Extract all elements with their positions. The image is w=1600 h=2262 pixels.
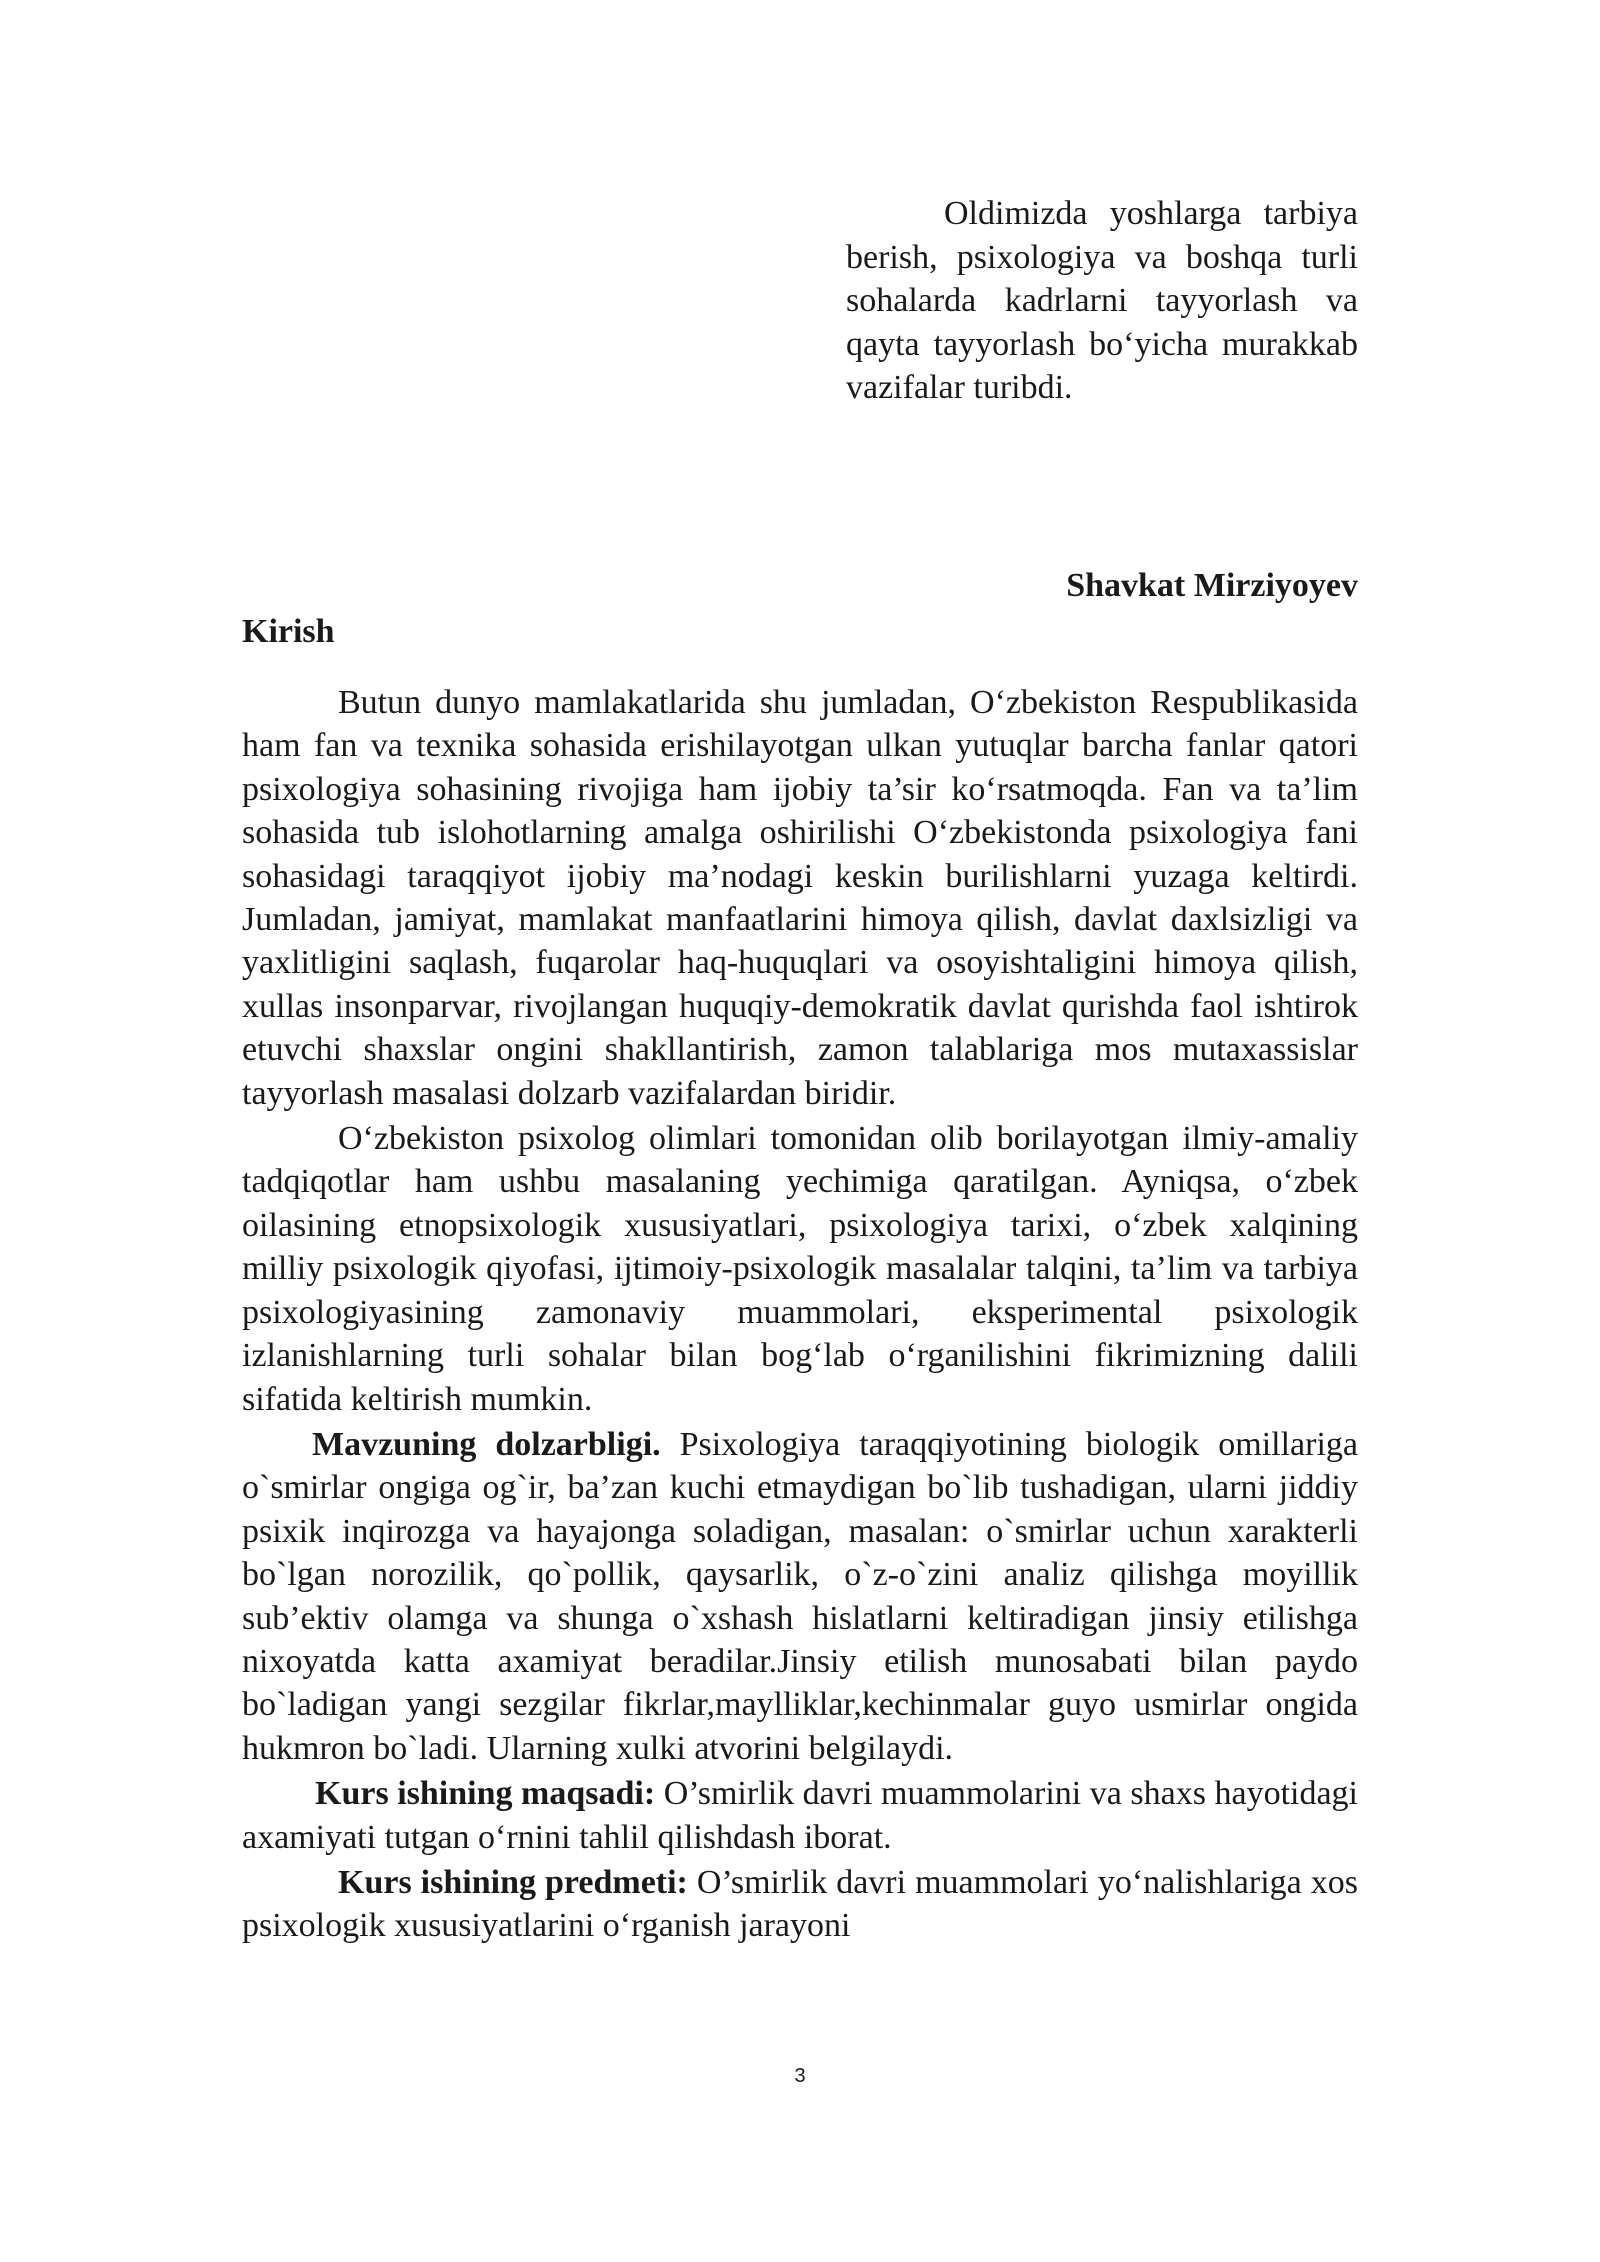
paragraph-subject-lead: Kurs ishining predmeti:: [338, 1863, 688, 1901]
body-text: [242, 681, 1358, 1948]
paragraph-subject-text: O’smirlik davri muammolari yoʻnalishlariga xos psixologik xususiyatlarini oʻrganish jarayoni: [242, 1863, 1358, 1945]
page-number: 3: [794, 2065, 806, 2087]
paragraph-relevance-text: Psixologiya taraqqiyotining biologik omillariga o`smirlar ongiga og`ir, ba’zan kuchi etmaydigan bo`lib tushadigan, ularni jiddiy psixik inqirozga va hayajonga soladigan, masalan: o`smirlar uchun xarakterli bo`lgan norozilik, qo`pollik, qaysarlik, o`z-o`zini analiz qilishga moyillik sub’ektiv olamga va shunga o`xshash hislatlarni keltiradigan jinsiy etilishga nixoyatda katta axamiyat beradilar.Jinsiy etilish munosabati bilan paydo bo`ladigan yangi sezgilar fikrlar,maylliklar,kechinmalar guyo usmirlar ongida hukmron bo`ladi. Ularning xulki atvorini belgilaydi.: [242, 1425, 1358, 1767]
paragraph-goal: [242, 1772, 1358, 1859]
epigraph-author: Shavkat Mirziyoyev: [1066, 567, 1358, 604]
paragraph-subject: [242, 1861, 1358, 1948]
paragraph-relevance-lead: Mavzuning dolzarbligi.: [312, 1425, 661, 1463]
paragraph-relevance: [242, 1423, 1358, 1770]
paragraph-goal-text: O’smirlik davri muammolarini va shaxs hayotidagi axamiyati tutgan oʻrnini tahlil qilishdash iborat.: [242, 1775, 1358, 1856]
paragraph-introduction: Butun dunyo mamlakatlarida shu jumladan, Oʻzbekiston Respublikasida ham fan va texnika sohasida erishilayotgan ulkan yutuqlar barcha fanlar qatori psixologiya sohasining rivojiga ham ijobiy ta’sir koʻrsatmoqda. Fan va ta’lim sohasida tub islohotlarning amalga oshirilishi Oʻzbekistonda psixologiya fani sohasidagi taraqqiyot ijobiy ma’nodagi keskin burilishlarni yuzaga keltirdi. Jumladan, jamiyat, mamlakat manfaatlarini himoya qilish, davlat daxlsizligi va yaxlitligini saqlash, fuqarolar haq-huquqlari va osoyishtaligini himoya qilish, xullas insonparvar, rivojlangan huquqiy-demokratik davlat qurishda faol ishtirok etuvchi shaxslar ongini shakllantirish, zamon talablariga mos mutaxassislar tayyorlash masalasi dolzarb vazifalardan biridir.: [242, 684, 1358, 1112]
paragraph-research: Oʻzbekiston psixolog olimlari tomonidan olib borilayotgan ilmiy-amaliy tadqiqotlar ham ushbu masalaning yechimiga qaratilgan. Ayniqsa, oʻzbek oilasining etnopsixologik xususiyatlari, psixologiya tarixi, oʻzbek xalqining milliy psixologik qiyofasi, ijtimoiy-psixologik masalalar talqini, ta’lim va tarbiya psixologiyasining zamonaviy muammolari, eksperimental psixologik izlanishlarning turli sohalar bilan bogʻlab oʻrganilishini fikrimizning dalili sifatida keltirish mumkin.: [242, 1120, 1358, 1418]
epigraph-quote: Oldimizda yoshlarga tarbiya berish, psixologiya va boshqa turli sohalarda kadrlarni tayyorlash va qayta tayyorlash boʻyicha murakkab vazifalar turibdi.: [846, 195, 1358, 406]
paragraph-goal-lead: Kurs ishining maqsadi:: [315, 1775, 656, 1813]
section-heading: Kirish: [242, 613, 335, 650]
